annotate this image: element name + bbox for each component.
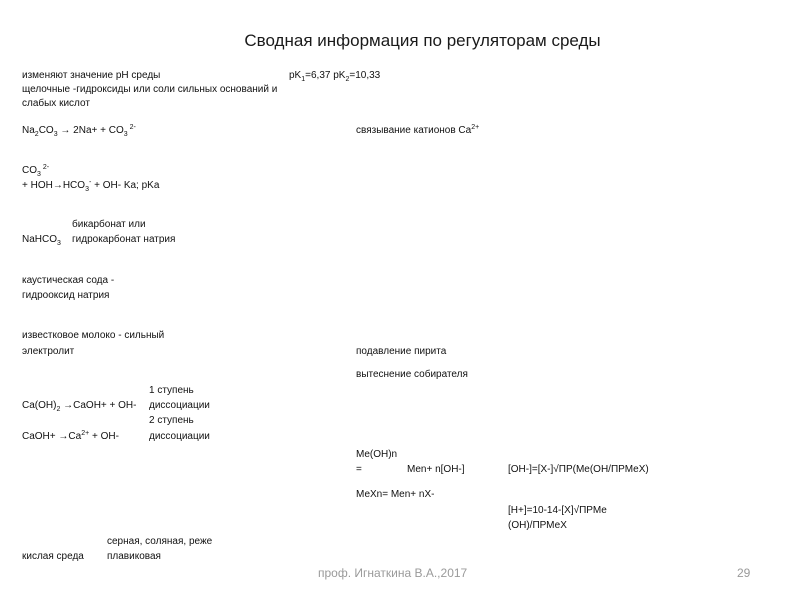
bicarbonate-line-2: гидрокарбонат натрия	[72, 234, 176, 245]
na2co3-co: CO	[38, 125, 54, 136]
hydrolysis-sup: -	[88, 179, 92, 186]
co3-ion	[22, 164, 49, 178]
ph-line-1: изменяют значение pH среды	[22, 70, 161, 81]
ph-line-2: щелочные -гидроксиды или соли сильных оснований и	[22, 84, 278, 95]
ph-line-3: слабых кислот	[22, 98, 90, 109]
na2co3-products: → 2Na+ + CO	[57, 125, 124, 136]
h-concentration-line-1: [H+]=10-14-[X]√ПРМе	[508, 505, 607, 516]
nahco3-formula	[22, 233, 61, 247]
page-title: Сводная информация по регуляторам среды	[244, 31, 601, 50]
nahco3-sub: 3	[57, 240, 61, 247]
meoh-equals: =	[356, 464, 362, 475]
step-2-line-1: 2 ступень	[149, 415, 194, 426]
acid-line-2: плавиковая	[107, 551, 161, 562]
na2co3-products-sup: 2-	[127, 124, 136, 131]
step-1-line-2: диссоциации	[149, 400, 210, 411]
collector-displacement: вытеснение собирателя	[356, 369, 468, 380]
hydrolysis-equation	[22, 179, 159, 193]
na2co3-co-sub: 3	[53, 131, 58, 138]
na2co3-equation	[22, 124, 136, 138]
ca-binding-sup: 2+	[471, 124, 480, 131]
co3-sub: 3	[37, 171, 41, 178]
ca-binding	[356, 124, 479, 138]
caustic-line-1: каустическая сода -	[22, 275, 115, 286]
lime-line-2: электролит	[22, 346, 75, 357]
hydrolysis-right: + OH- Ka; pKa	[91, 180, 160, 191]
mexn-formula: МеХn= Men+ nX-	[356, 489, 435, 500]
caoh-left: CaOH+ →Ca	[22, 431, 82, 442]
meoh-formula: Me(OH)n	[356, 449, 398, 460]
caoh2-left: Ca(OH)	[22, 400, 57, 411]
caoh-right: + OH-	[89, 431, 119, 442]
footer-author: проф. Игнаткина В.А.,2017	[318, 566, 468, 580]
co3-sup: 2-	[40, 164, 50, 171]
acid-line-1: серная, соляная, реже	[107, 536, 213, 547]
pyrite-suppression: подавление пирита	[356, 346, 447, 357]
h-concentration-line-2: (OH)/ПРМеХ	[508, 520, 567, 531]
meoh-ions: Men+ n[OH-]	[407, 464, 465, 475]
page-number: 29	[737, 566, 751, 580]
pk-end: =10,33	[349, 70, 381, 81]
pk-sub-1: 1	[301, 76, 306, 83]
hydrolysis-sub: 3	[85, 186, 89, 193]
hydrolysis-left: + HOH→HCO	[22, 180, 86, 191]
lime-line-1: известковое молоко - сильный	[22, 330, 165, 341]
caoh-sup: 2+	[81, 430, 90, 437]
caoh2-equation	[22, 399, 137, 413]
oh-concentration-formula: [OH-]=[X-]√ПР(Me(OH/ПРМеХ)	[508, 464, 649, 475]
caoh-equation	[22, 430, 119, 444]
bicarbonate-line-1: бикарбонат или	[72, 219, 146, 230]
caustic-line-2: гидрооксид натрия	[22, 290, 110, 301]
na2co3-products-sub: 3	[123, 131, 128, 138]
step-1-line-1: 1 ступень	[149, 385, 194, 396]
nahco3-text: NaHCO	[22, 234, 58, 245]
na2co3-na: Na	[22, 125, 35, 136]
acid-label: кислая среда	[22, 551, 84, 562]
ca-binding-text: связывание катионов Ca	[356, 125, 472, 136]
pk-sub-2: 2	[345, 76, 350, 83]
caoh2-sub: 2	[56, 406, 61, 413]
pk-label: pK	[289, 70, 302, 81]
na2co3-na-sub: 2	[34, 131, 39, 138]
pk-middle: =6,37 pK	[305, 70, 346, 81]
caoh2-right: →CaOH+ + OH-	[60, 400, 137, 411]
pk-values	[289, 69, 380, 83]
step-2-line-2: диссоциации	[149, 431, 210, 442]
co3-co: CO	[22, 165, 37, 176]
